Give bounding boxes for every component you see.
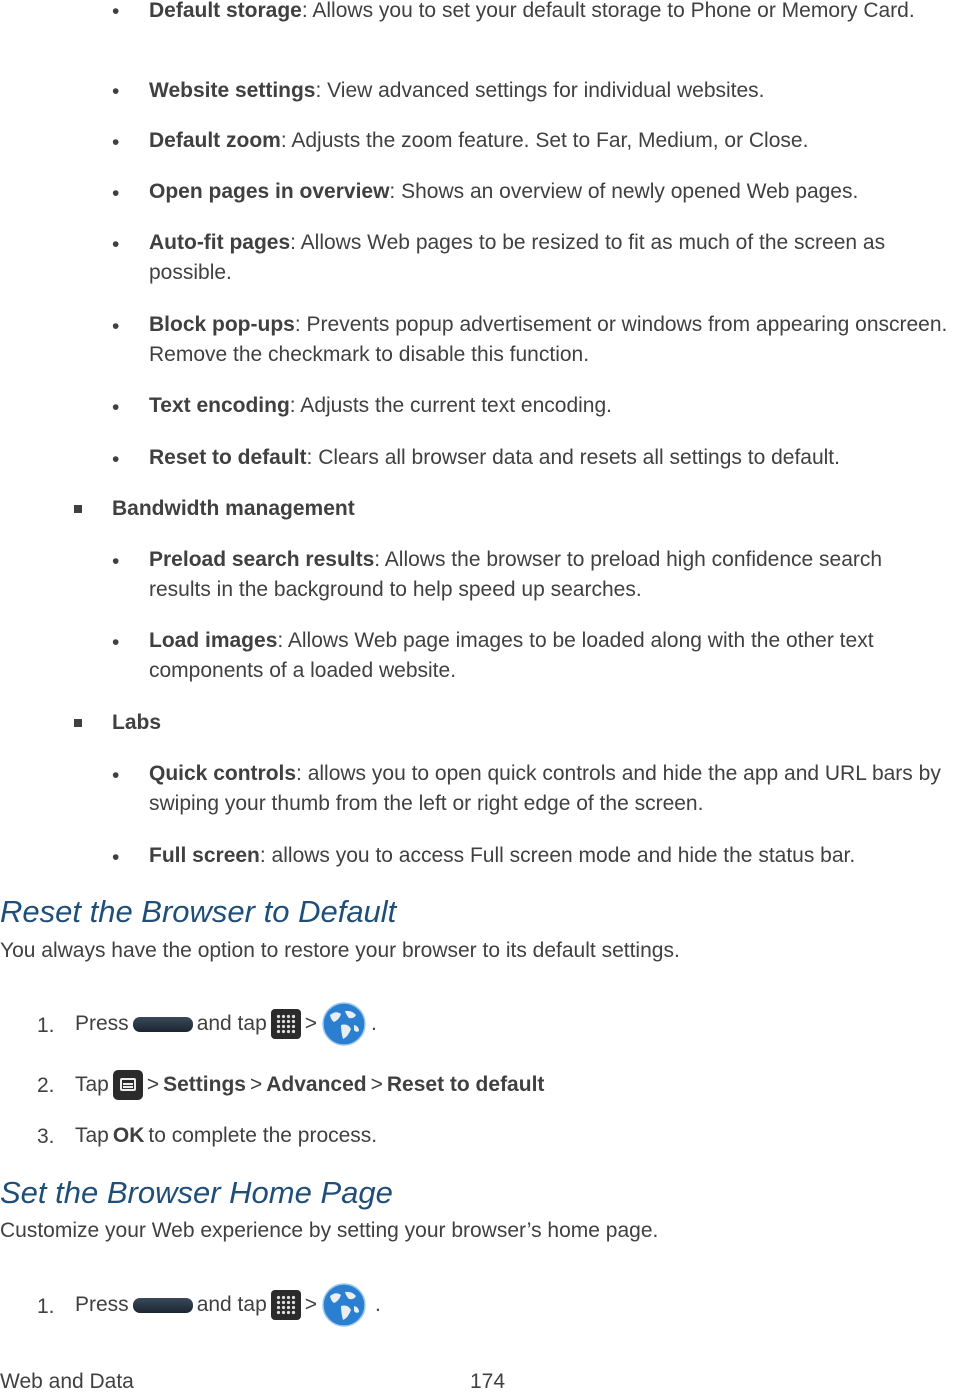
item-term: Load images — [149, 629, 278, 652]
subsection-heading: Bandwidth management — [112, 497, 355, 520]
section-heading: Reset the Browser to Default — [0, 894, 397, 929]
item-term: Default zoom — [149, 129, 281, 152]
section-heading: Set the Browser Home Page — [0, 1175, 393, 1210]
section-intro: Customize your Web experience by setting your browser’s home page. — [0, 1219, 659, 1242]
item-desc: : Allows Web page images to be loaded along with the other text components of a loaded website. — [149, 629, 874, 682]
step-number: 3. — [37, 1125, 55, 1148]
item-desc: : Prevents popup advertisement or windows from appearing onscreen. Remove the checkmark to disable this function. — [149, 313, 948, 366]
item-term: Reset to default — [149, 446, 307, 469]
item-desc: : View advanced settings for individual websites. — [315, 79, 765, 102]
footer-page-number: 174 — [470, 1370, 506, 1393]
step-term: Settings — [163, 1073, 246, 1096]
step-text: and tap — [196, 1293, 267, 1316]
menu-key-icon — [113, 1070, 143, 1100]
bullet-marker: • — [112, 846, 120, 869]
bullet-marker: • — [112, 233, 120, 256]
bullet-marker: • — [112, 0, 120, 23]
item-term: Auto-fit pages — [149, 231, 291, 254]
step-text: to complete the process. — [148, 1124, 378, 1147]
bullet-marker: • — [112, 131, 120, 154]
item-term: Preload search results — [149, 548, 375, 571]
step-text: and tap — [196, 1012, 267, 1035]
apps-grid-icon — [271, 1009, 301, 1039]
step-2 — [75, 1062, 544, 1108]
step-term: OK — [112, 1124, 145, 1147]
bullet-marker: • — [112, 315, 120, 338]
bullet-marker: • — [112, 80, 120, 103]
item-term: Quick controls — [149, 762, 297, 785]
home-key-icon — [133, 1298, 193, 1313]
step-separator: > — [146, 1073, 160, 1096]
list-item — [149, 0, 949, 26]
list-item — [149, 126, 949, 156]
step-3 — [75, 1121, 377, 1151]
item-term: Block pop-ups — [149, 313, 295, 336]
item-term: Website settings — [149, 79, 316, 102]
item-desc: : Clears all browser data and resets all settings to default. — [306, 446, 840, 469]
list-item — [149, 759, 949, 819]
apps-grid-icon — [271, 1290, 301, 1320]
item-term: Text encoding — [149, 394, 290, 417]
list-item — [149, 841, 949, 871]
bullet-marker: • — [112, 448, 120, 471]
item-term: Open pages in overview — [149, 180, 390, 203]
globe-icon — [321, 1282, 367, 1328]
step-text: Tap — [75, 1124, 109, 1147]
step-text: Press — [75, 1012, 129, 1035]
footer-section-title: Web and Data — [0, 1370, 134, 1393]
item-desc: : Allows you to set your default storage to Phone or Memory Card. — [301, 0, 915, 22]
step-text: Press — [75, 1293, 129, 1316]
list-item — [149, 76, 949, 106]
section-intro: You always have the option to restore your browser to its default settings. — [0, 939, 680, 962]
step-term: Reset to default — [386, 1073, 545, 1096]
item-desc: : allows you to open quick controls and hide the app and URL bars by swiping your thumb from the left or right edge of the screen. — [149, 762, 941, 815]
item-term: Default storage — [149, 0, 302, 22]
item-desc: : allows you to access Full screen mode and hide the status bar. — [259, 844, 856, 867]
step-1 — [75, 1275, 381, 1335]
step-separator: > — [304, 1012, 318, 1035]
list-item — [149, 391, 949, 421]
step-text: . — [371, 1012, 377, 1035]
bullet-marker: • — [112, 550, 120, 573]
item-desc: : Shows an overview of newly opened Web pages. — [389, 180, 859, 203]
step-1 — [75, 994, 377, 1054]
step-separator: > — [249, 1073, 263, 1096]
square-bullet-icon — [74, 719, 82, 727]
bullet-marker: • — [112, 396, 120, 419]
step-term: Advanced — [266, 1073, 367, 1096]
item-desc: : Allows the browser to preload high confidence search results in the background to help speed up searches. — [149, 548, 883, 601]
globe-icon — [321, 1001, 367, 1047]
step-text: Tap — [75, 1073, 109, 1096]
list-item — [149, 310, 949, 370]
step-number: 1. — [37, 1295, 55, 1318]
list-item — [149, 177, 949, 207]
item-term: Full screen — [149, 844, 260, 867]
list-item — [149, 228, 949, 288]
list-item — [149, 545, 949, 605]
bullet-marker: • — [112, 764, 120, 787]
step-number: 1. — [37, 1014, 55, 1037]
bullet-marker: • — [112, 182, 120, 205]
step-number: 2. — [37, 1074, 55, 1097]
item-desc: : Adjusts the current text encoding. — [289, 394, 612, 417]
list-item — [149, 443, 949, 473]
item-desc: : Allows Web pages to be resized to fit as much of the screen as possible. — [149, 231, 886, 284]
bullet-marker: • — [112, 631, 120, 654]
step-text: . — [375, 1293, 381, 1316]
item-desc: : Adjusts the zoom feature. Set to Far, Medium, or Close. — [280, 129, 809, 152]
step-separator: > — [304, 1293, 318, 1316]
square-bullet-icon — [74, 505, 82, 513]
subsection-heading: Labs — [112, 711, 162, 734]
list-item — [149, 626, 949, 686]
step-separator: > — [370, 1073, 383, 1096]
home-key-icon — [133, 1017, 193, 1032]
